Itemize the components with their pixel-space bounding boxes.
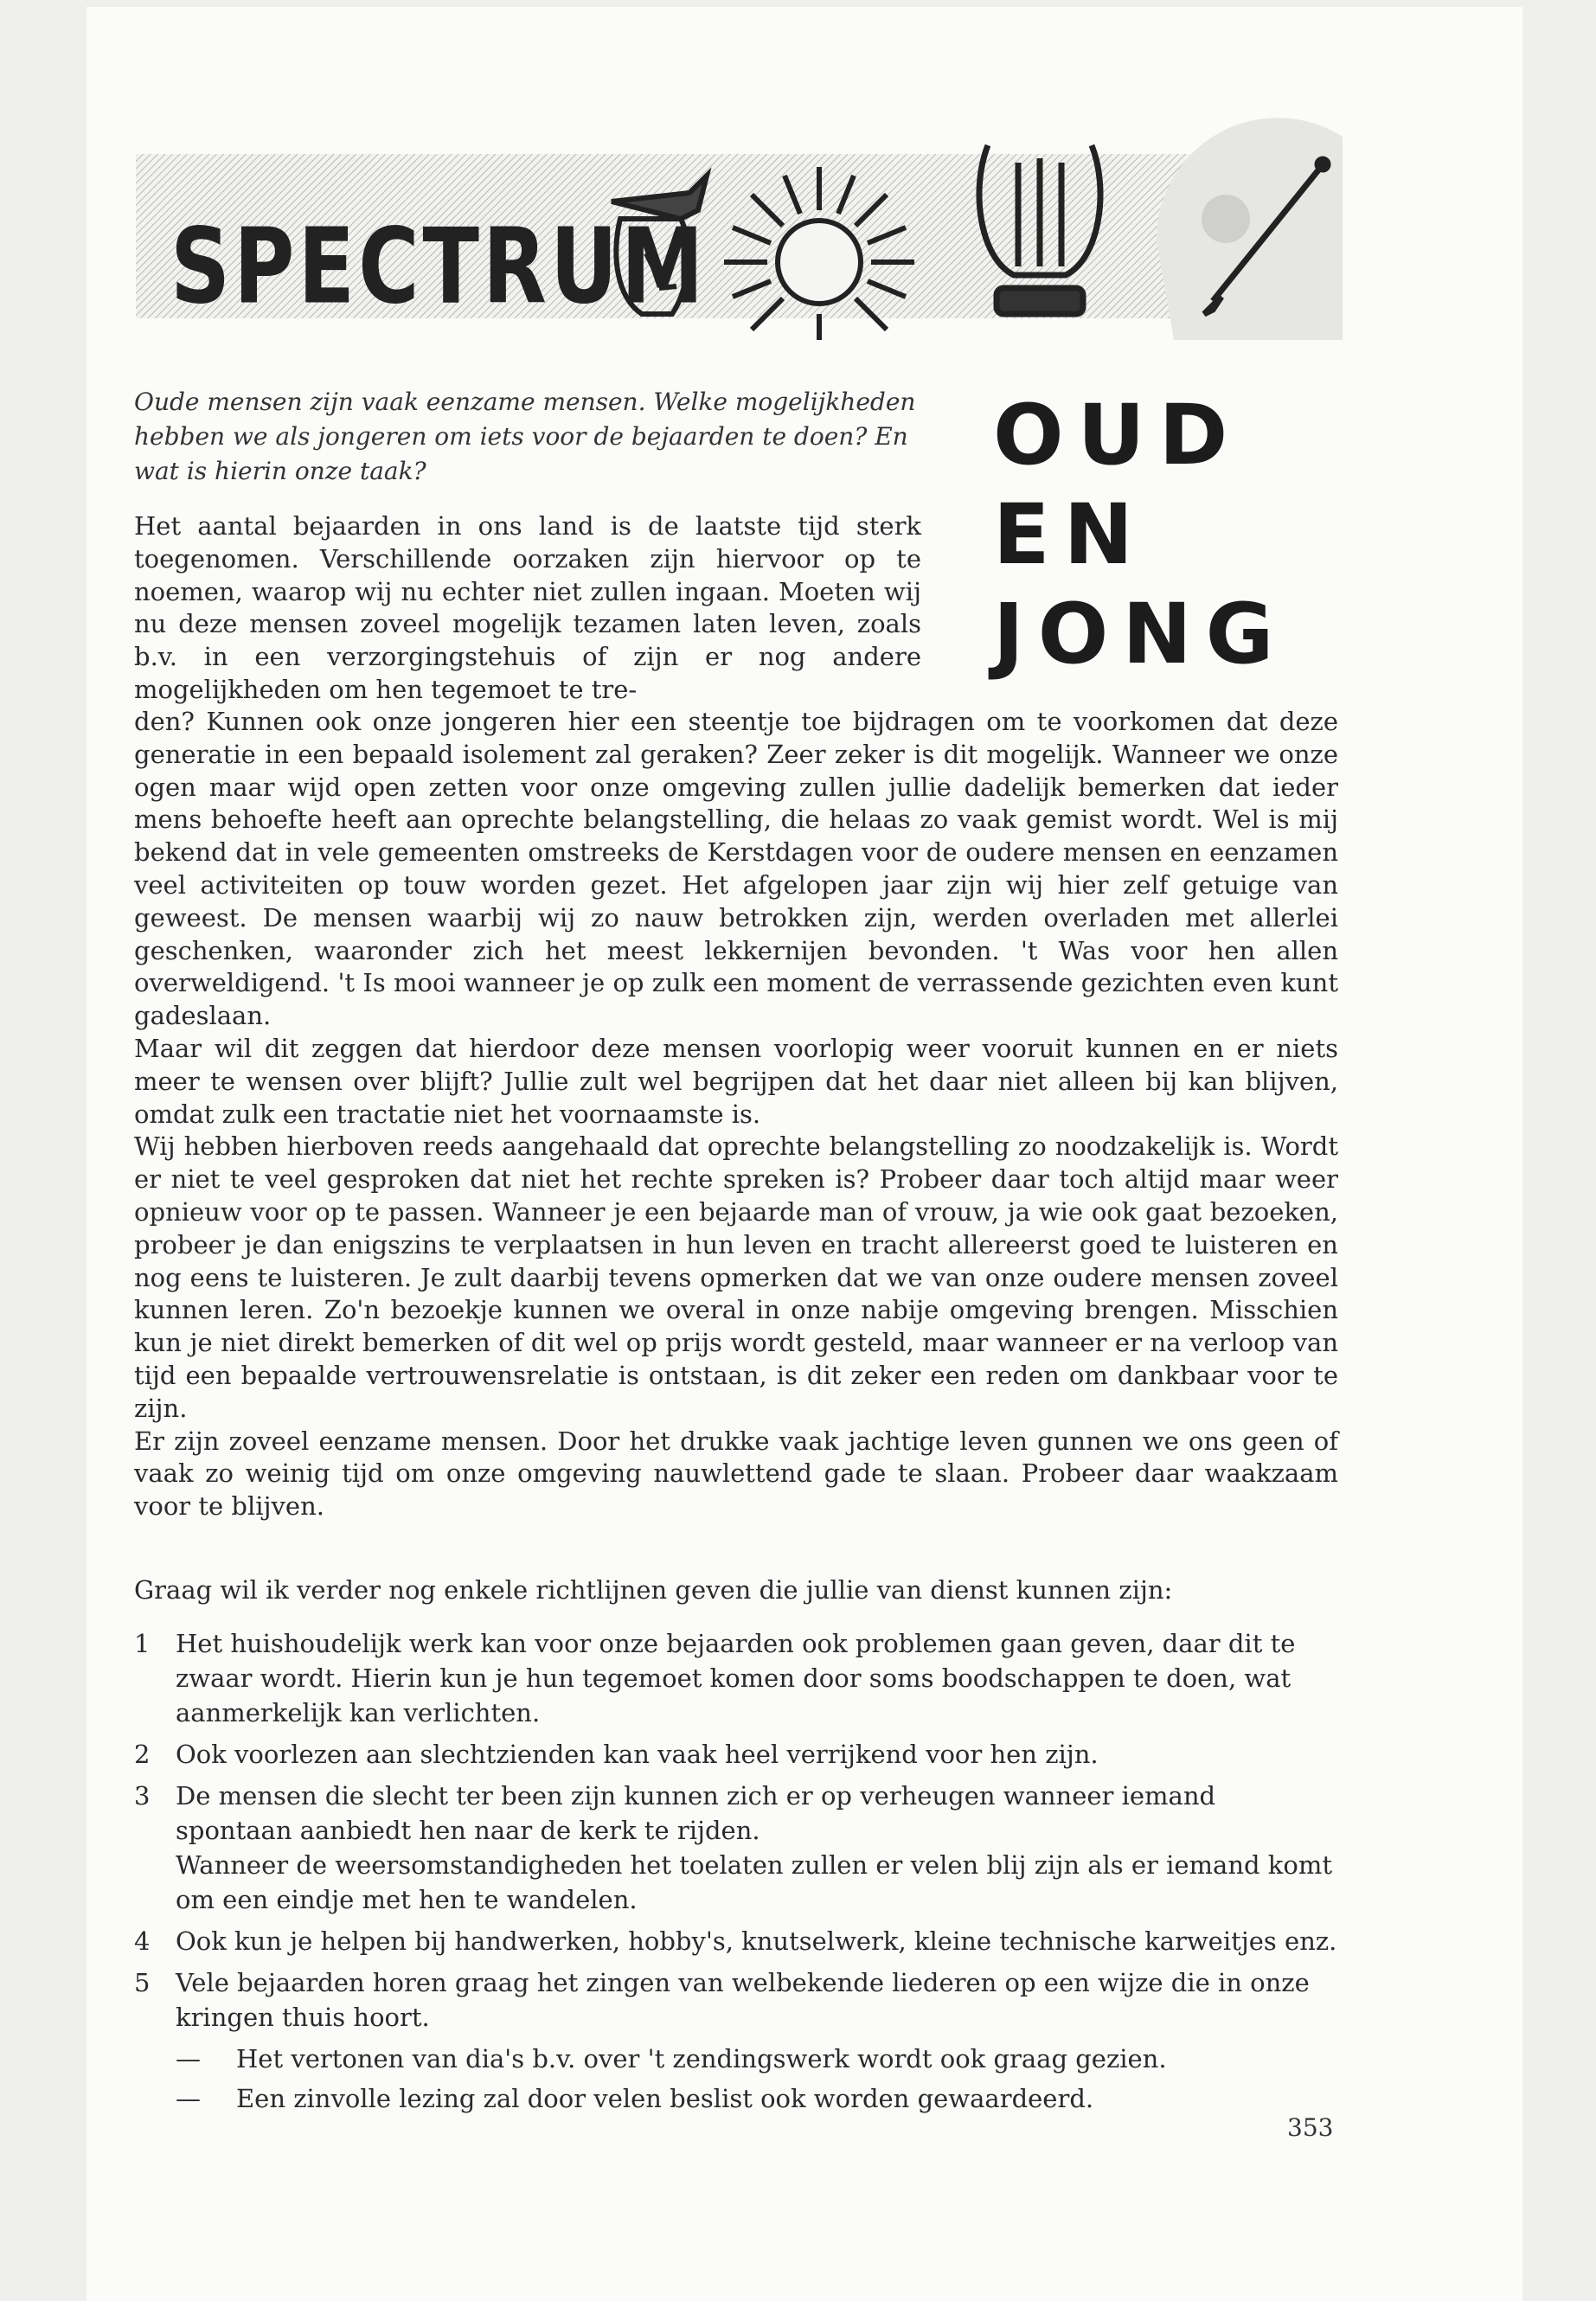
list-item bbox=[134, 1924, 1338, 1958]
list-text: Ook kun je helpen bij handwerken, hobby's, knutselwerk, kleine technische karweitjes enz. bbox=[176, 1926, 1337, 1956]
record-disc-icon bbox=[1157, 118, 1343, 340]
list-item bbox=[134, 1848, 1338, 1917]
list-text: Vele bejaarden horen graag het zingen van welbekende liederen op een wijze die in onze kringen thuis hoort. bbox=[176, 1968, 1310, 2032]
page-number: 353 bbox=[1287, 2113, 1334, 2142]
list-number: 3 bbox=[134, 1781, 151, 1811]
guidelines-list bbox=[134, 1573, 1338, 2121]
dash-text: Een zinvolle lezing zal door velen beslist ook worden gewaardeerd. bbox=[236, 2084, 1094, 2113]
guidelines-intro: Graag wil ik verder nog enkele richtlijnen geven die jullie van dienst kunnen zijn: bbox=[134, 1575, 1173, 1605]
list-text: Ook voorlezen aan slechtzienden kan vaak heel verrijkend voor hen zijn. bbox=[176, 1740, 1099, 1769]
list-number: 4 bbox=[134, 1926, 151, 1956]
list-text: Wanneer de weersomstandigheden het toelaten zullen er velen blij zijn als er iemand komt om een eindje met hen te wandelen. bbox=[176, 1850, 1332, 1914]
dash-text: Het vertonen van dia's b.v. over 't zendingswerk wordt ook graag gezien. bbox=[236, 2044, 1167, 2073]
body-paragraph-top: Het aantal bejaarden in ons land is de laatste tijd sterk toegenomen. Verschillende oorzaken zijn hiervoor op te noemen, waarop wij nu echter niet zullen ingaan. Moeten wij nu deze mensen zoveel mogelijk tezamen laten leven, zoals b.v. in een verzorgingstehuis of zijn er nog andere mogelijkheden om hen tegemoet te tre- bbox=[134, 511, 921, 704]
spectrum-banner bbox=[136, 102, 1343, 340]
list-item bbox=[134, 1965, 1338, 2035]
body-text bbox=[134, 706, 1338, 1523]
list-item bbox=[134, 1779, 1338, 1848]
dash-item bbox=[134, 2041, 1338, 2076]
list-number: 2 bbox=[134, 1740, 151, 1769]
body-paragraph: Wij hebben hierboven reeds aangehaald dat oprechte belangstelling zo noodzakelijk is. Wordt er niet te veel gesproken dat niet het rechte spreken is? Probeer daar toch altijd maar weer opnieuw voor op te passen. Wanneer je een bejaarde man of vrouw, ja wie ook gaat bezoeken, probeer je dan enigszins te verplaatsen in hun leven en tracht allereerst goed te luisteren en nog eens te luisteren. Je zult daarbij tevens opmerken dat we van onze oudere mensen zoveel kunnen leren. Zo'n bezoekje kunnen we overal in onze nabije omgeving brengen. Misschien kun je niet direkt bemerken of dit wel op prijs wordt gesteld, maar wanneer er na verloop van tijd een bepaalde vertrouwensrelatie is ontstaan, is dit zeker een reden om dankbaar voor te zijn. bbox=[134, 1131, 1338, 1423]
title-line-3: JONG bbox=[993, 586, 1288, 683]
body-paragraph: den? Kunnen ook onze jongeren hier een steentje toe bijdragen om te voorkomen dat deze generatie in een bepaald isolement zal geraken? Zeer zeker is dit mogelijk. Wanneer we onze ogen maar wijd open zetten voor onze omgeving zullen jullie dadelijk bemerken dat ieder mens behoefte heeft aan oprechte belangstelling, die helaas zo vaak gemist wordt. Wel is mij bekend dat in vele gemeenten omstreeks de Kerstdagen voor de oudere mensen en eenzamen veel activiteiten op touw worden gezet. Het afgelopen jaar zijn wij hier zelf getuige van geweest. De mensen waarbij wij zo nauw betrokken zijn, werden overladen met allerlei geschenken, waaronder zich het meest lekkernijen bevonden. 't Was voor hen allen overweldigend. 't Is mooi wanneer je op zulk een moment de verrassende gezichten even kunt gadeslaan. bbox=[134, 707, 1338, 1031]
banner-title: SPECTRUM bbox=[170, 206, 708, 327]
dash-marker: — bbox=[176, 2044, 201, 2073]
article-title bbox=[993, 387, 1356, 692]
list-number: 1 bbox=[134, 1629, 151, 1658]
list-item bbox=[134, 1626, 1338, 1730]
list-item bbox=[134, 1737, 1338, 1772]
intro-text: Oude mensen zijn vaak eenzame mensen. Welke mogelijkheden hebben we als jongeren om iets voor de bejaarden te doen? En wat is hierin onze taak? bbox=[134, 388, 916, 485]
dash-item bbox=[134, 2081, 1338, 2116]
title-line-2: EN bbox=[993, 486, 1147, 583]
title-line-1: OUD bbox=[993, 387, 1242, 484]
list-text: Het huishoudelijk werk kan voor onze bejaarden ook problemen gaan geven, daar dit te zwaar wordt. Hierin kun je hun tegemoet komen door soms boodschappen te doen, wat aanmerkelijk kan verlichten. bbox=[176, 1629, 1296, 1727]
list-number: 5 bbox=[134, 1968, 151, 1997]
body-paragraph: Er zijn zoveel eenzame mensen. Door het drukke vaak jachtige leven gunnen we ons geen of vaak zo weinig tijd om onze omgeving nauwlettend gade te slaan. Probeer daar waakzaam voor te blijven. bbox=[134, 1426, 1338, 1522]
list-text: De mensen die slecht ter been zijn kunnen zich er op verheugen wanneer iemand spontaan aanbiedt hen naar de kerk te rijden. bbox=[176, 1781, 1216, 1845]
body-paragraph: Maar wil dit zeggen dat hierdoor deze mensen voorlopig weer vooruit kunnen en er niets meer te wensen over blijft? Jullie zult wel begrijpen dat het daar niet alleen bij kan blijven, omdat zulk een tractatie niet het voornaamste is. bbox=[134, 1033, 1338, 1129]
dash-marker: — bbox=[176, 2084, 201, 2113]
